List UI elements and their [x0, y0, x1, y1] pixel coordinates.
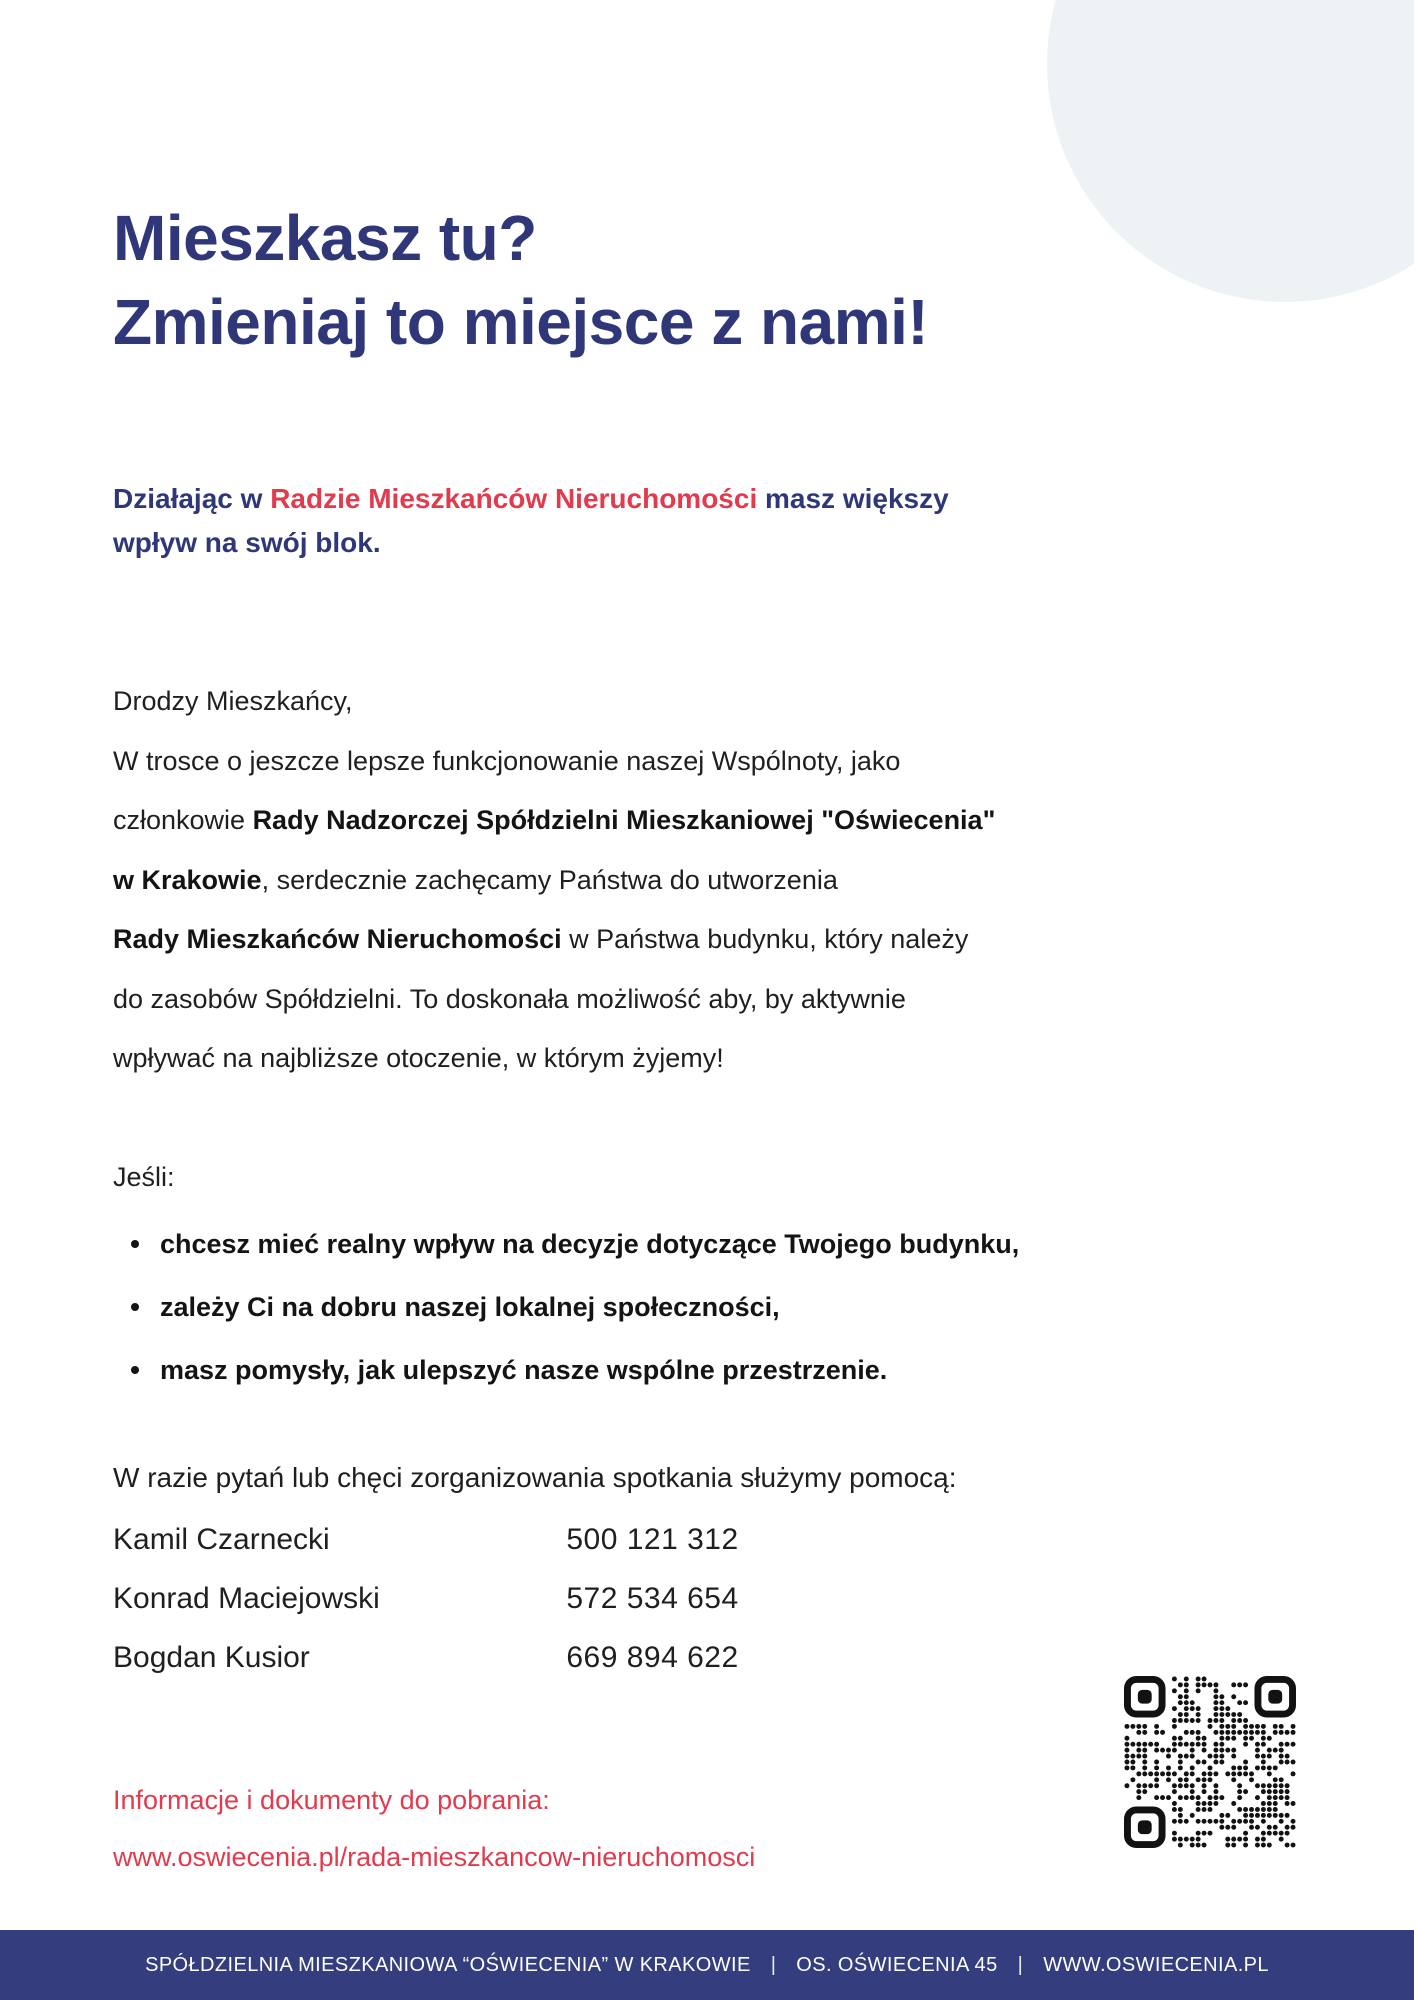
- intro-text: w Państwa budynku, który należy: [561, 924, 969, 954]
- contact-name: Konrad Maciejowski: [113, 1582, 380, 1615]
- footer-address: OS. OŚWIECENIA 45: [796, 1953, 998, 1976]
- qr-code: [1124, 1676, 1296, 1848]
- contact-row: [113, 1520, 739, 1579]
- download-label: Informacje i dokumenty do pobrania:: [113, 1785, 550, 1815]
- contact-row: [113, 1579, 739, 1638]
- intro-line: do zasobów Spółdzielni. To doskonała możliwość aby, by aktywnie: [113, 983, 906, 1014]
- footer-bar: [0, 1930, 1414, 2000]
- contact-name: Bogdan Kusior: [113, 1641, 310, 1674]
- subtitle-line-2: wpływ na swój blok.: [113, 527, 381, 558]
- download-info: [113, 1772, 755, 1886]
- intro-line: wpływać na najbliższe otoczenie, w którym żyjemy!: [113, 1043, 724, 1073]
- bullet-dot-icon: [131, 1366, 139, 1374]
- contact-list: [113, 1520, 739, 1697]
- subtitle-highlight: Radzie Mieszkańców Nieruchomości: [270, 483, 758, 514]
- contact-phone: 572 534 654: [566, 1582, 739, 1615]
- list-item-text: chcesz mieć realny wpływ na decyzje dotyczące Twojego budynku,: [160, 1229, 1020, 1259]
- intro-line: [113, 910, 995, 970]
- conditions-label: Jeśli:: [113, 1162, 175, 1192]
- contact-intro: W razie pytań lub chęci zorganizowania spotkania służymy pomocą:: [113, 1462, 957, 1493]
- contact-phone: 500 121 312: [566, 1523, 739, 1556]
- subtitle-line-1: [113, 477, 949, 521]
- intro-line: [113, 851, 995, 911]
- list-item: [113, 1224, 1019, 1264]
- intro-text: , serdecznie zachęcamy Państwa do utworzenia: [261, 864, 838, 895]
- intro-bold-text: Rady Nadzorczej Spółdzielni Mieszkaniowej "Oświecenia": [252, 805, 996, 835]
- footer-separator: |: [770, 1953, 777, 1976]
- footer-website: WWW.OSWIECENIA.PL: [1043, 1953, 1269, 1976]
- intro-line: Drodzy Mieszkańcy,: [113, 686, 353, 716]
- contact-row: [113, 1638, 739, 1697]
- subtitle: [113, 477, 949, 565]
- download-url: www.oswiecenia.pl/rada-mieszkancow-nieruchomosci: [113, 1842, 756, 1872]
- conditions-list: [113, 1224, 1019, 1413]
- contact-name: Kamil Czarnecki: [113, 1523, 330, 1556]
- bullet-dot-icon: [131, 1303, 139, 1311]
- title-line-1: Mieszkasz tu?: [113, 202, 537, 274]
- subtitle-text-after: masz większy: [757, 483, 949, 514]
- intro-bold-text: Rady Mieszkańców Nieruchomości: [113, 924, 562, 954]
- intro-bold-text: w Krakowie: [113, 864, 262, 895]
- intro-text: członkowie: [113, 805, 253, 835]
- intro-line: [113, 791, 995, 851]
- subtitle-text-before: Działając w: [113, 483, 271, 514]
- intro-paragraph: [113, 672, 995, 1089]
- title-line-2: Zmieniaj to miejsce z nami!: [113, 286, 929, 358]
- bullet-dot-icon: [131, 1240, 139, 1248]
- contact-phone: 669 894 622: [566, 1641, 739, 1674]
- footer-org: SPÓŁDZIELNIA MIESZKANIOWA “OŚWIECENIA” W KRAKOWIE: [145, 1953, 751, 1976]
- list-item: [113, 1350, 1019, 1390]
- decorative-circle: [1047, 0, 1414, 302]
- list-item-text: masz pomysły, jak ulepszyć nasze wspólne przestrzenie.: [160, 1355, 888, 1385]
- list-item-text: zależy Ci na dobru naszej lokalnej społeczności,: [160, 1292, 780, 1322]
- footer-separator: |: [1017, 1953, 1024, 1976]
- intro-line: W trosce o jeszcze lepsze funkcjonowanie naszej Wspólnoty, jako: [113, 745, 901, 776]
- list-item: [113, 1287, 1019, 1327]
- page-title: [113, 196, 928, 364]
